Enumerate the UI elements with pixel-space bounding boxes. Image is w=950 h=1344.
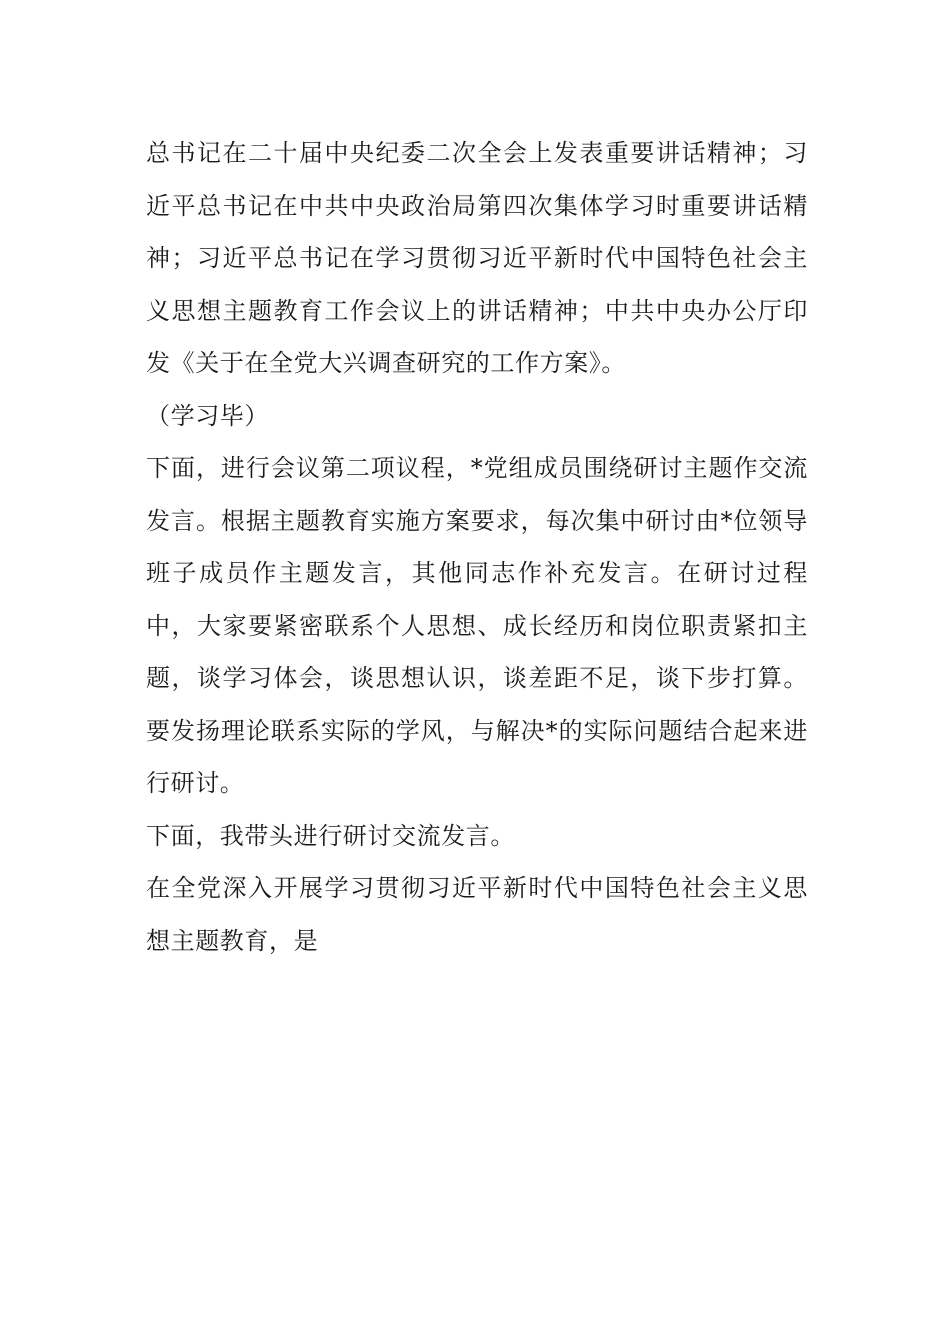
paragraph-speech-opening: 在全党深入开展学习贯彻习近平新时代中国特色社会主义思想主题教育，是 bbox=[146, 874, 808, 955]
paragraph-agenda-item-two: 下面，进行会议第二项议程，*党组成员围绕研讨主题作交流发言。根据主题教育实施方案要求，每次集中研讨由*位领导班子成员作主题发言，其他同志作补充发言。在研讨过程中，大家要紧密联系个人思想、成长经历和岗位职责紧扣主题，谈学习体会，谈思想认识，谈差距不足，谈下步打算。要发扬理论联系实际的学风，与解决*的实际问题结合起来进行研讨。 bbox=[146, 454, 808, 797]
paragraph-study-materials: 总书记在二十届中央纪委二次全会上发表重要讲话精神；习近平总书记在中共中央政治局第四次集体学习时重要讲话精神；习近平总书记在学习贯彻习近平新时代中国特色社会主义思想主题教育工作会议上的讲话精神；中共中央办公厅印发《关于在全党大兴调查研究的工作方案》。 bbox=[146, 139, 808, 377]
paragraph-study-end: （学习毕） bbox=[146, 401, 269, 430]
paragraph-lead-speech: 下面，我带头进行研讨交流发言。 bbox=[146, 821, 515, 850]
document-body bbox=[146, 127, 808, 967]
